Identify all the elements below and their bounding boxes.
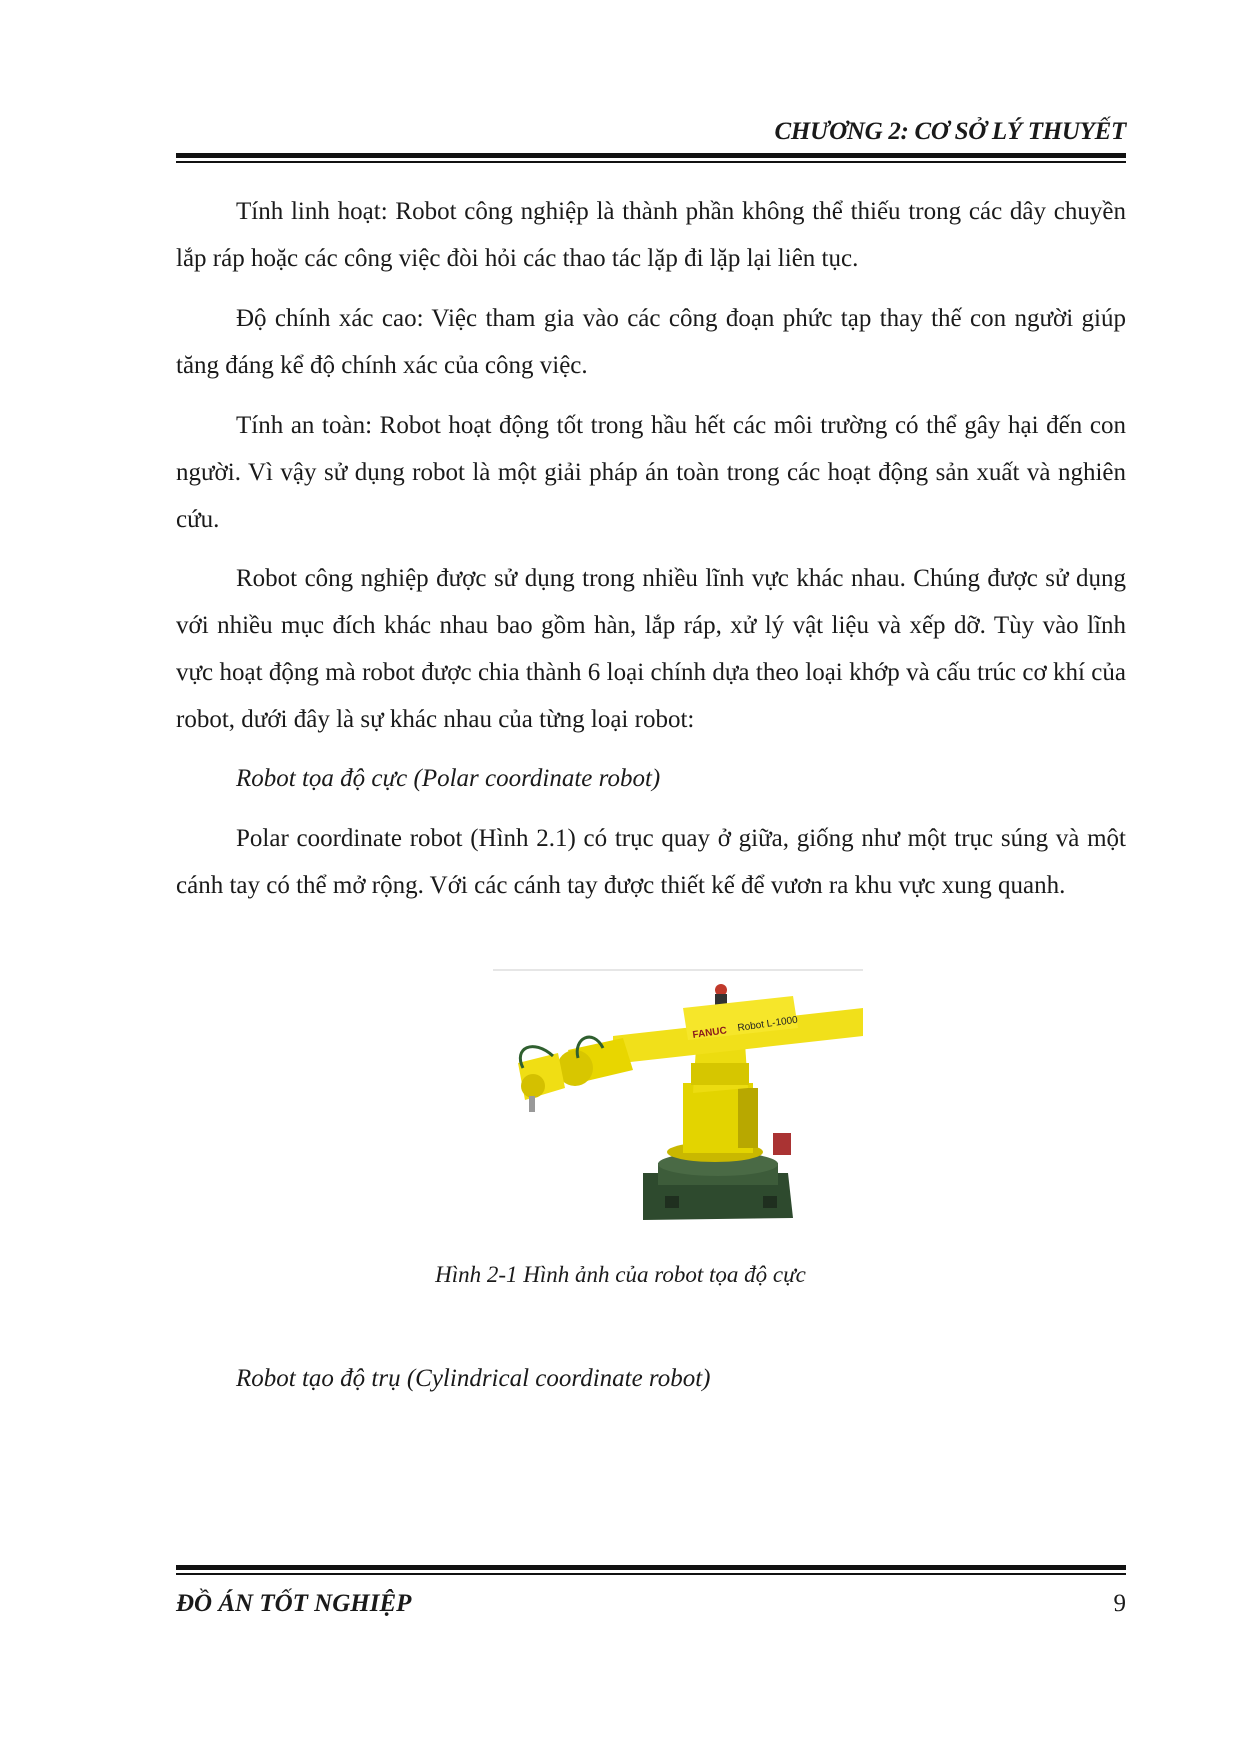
figure-caption: Hình 2-1 Hình ảnh của robot tọa độ cực: [435, 1262, 806, 1287]
arm-brand-label: FANUC: [691, 1025, 728, 1041]
arm-model-label: Robot L-1000: [736, 1014, 799, 1034]
footer-rule: [176, 1565, 1126, 1575]
header-rule: [176, 153, 1126, 163]
polar-robot-image: [493, 968, 863, 1228]
footer-document-title: ĐỒ ÁN TỐT NGHIỆP: [176, 1590, 412, 1617]
heading-cylindrical-robot: Robot tạo độ trụ (Cylindrical coordinate robot): [236, 1365, 711, 1392]
paragraph-polar-description: Polar coordinate robot (Hình 2.1) có trục quay ở giữa, giống như một trục súng và một cánh tay có thể mở rộng. Với các cánh tay được thiết kế để vươn ra khu vực xung quanh.: [176, 825, 1126, 899]
paragraph-flexibility: Tính linh hoạt: Robot công nghiệp là thành phần không thể thiếu trong các dây chuyền lắp ráp hoặc các công việc đòi hỏi các thao tác lặp đi lặp lại liên tục.: [176, 198, 1126, 272]
chapter-title: CHƯƠNG 2: CƠ SỞ LÝ THUYẾT: [774, 118, 1126, 145]
paragraph-precision: Độ chính xác cao: Việc tham gia vào các công đoạn phức tạp thay thế con người giúp tăng đáng kể độ chính xác của công việc.: [176, 305, 1126, 379]
paragraph-applications: Robot công nghiệp được sử dụng trong nhiều lĩnh vực khác nhau. Chúng được sử dụng với nhiều mục đích khác nhau bao gồm hàn, lắp ráp, xử lý vật liệu và xếp dỡ. Tùy vào lĩnh vực hoạt động mà robot được chia thành 6 loại chính dựa theo loại khớp và cấu trúc cơ khí của robot, dưới đây là sự khác nhau của từng loại robot:: [176, 565, 1126, 733]
paragraph-safety: Tính an toàn: Robot hoạt động tốt trong hầu hết các môi trường có thể gây hại đến con người. Vì vậy sử dụng robot là một giải pháp án toàn trong các hoạt động sản xuất và nghiên cứu.: [176, 412, 1126, 533]
heading-polar-robot: Robot tọa độ cực (Polar coordinate robot): [236, 765, 661, 792]
page-number: 9: [1113, 1590, 1126, 1617]
polar-robot-figure: [493, 968, 863, 1228]
